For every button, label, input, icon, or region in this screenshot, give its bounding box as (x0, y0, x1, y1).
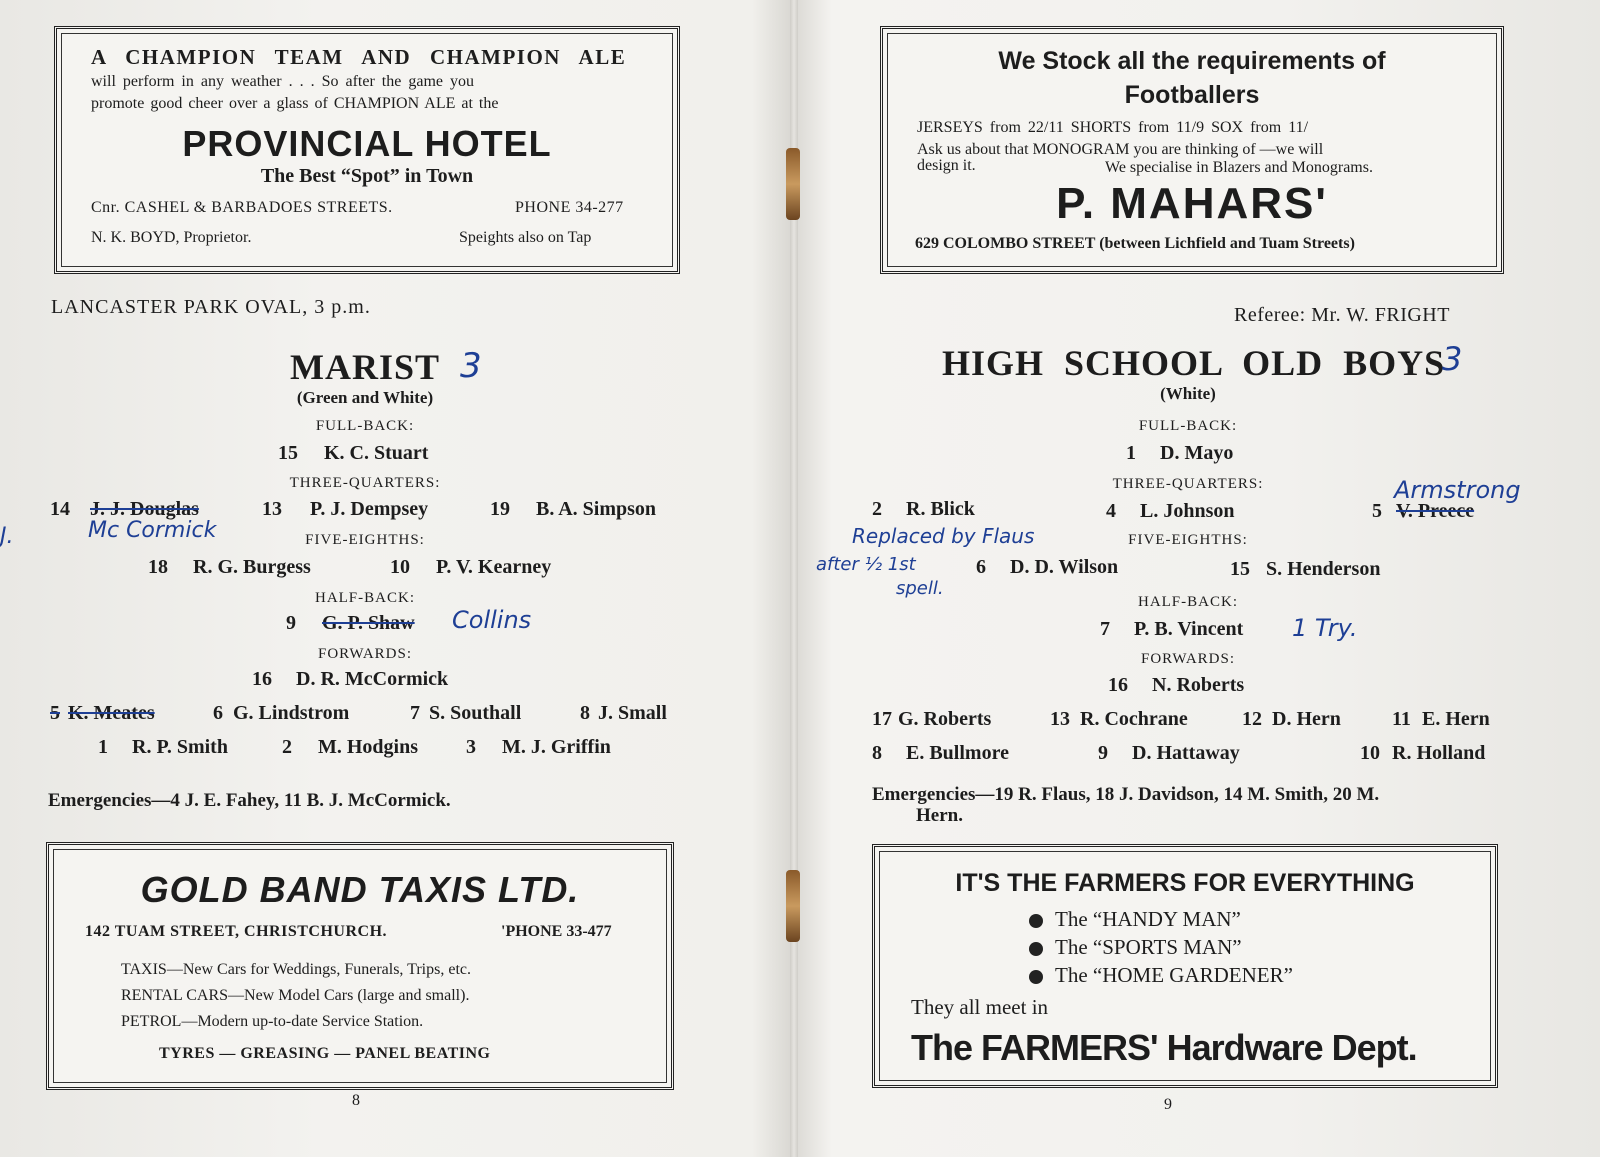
bullet-icon (1029, 942, 1043, 956)
hsob-fw1-name: N. Roberts (1152, 674, 1245, 696)
marist-fullback-num: 15 (278, 442, 298, 464)
hsob-fw2-num: 17 (872, 708, 892, 730)
marist-halfback-note: Collins (452, 606, 532, 634)
marist-fullback-name: K. C. Stuart (324, 442, 429, 464)
hsob-tq2-name: L. Johnson (1140, 500, 1235, 522)
hsob-emergencies-1: Emergencies—19 R. Flaus, 18 J. Davidson, 14 M. Smith, 20 M. (872, 784, 1380, 805)
marist-colours: (Green and White) (296, 388, 434, 407)
hotel-ad-line3: promote good cheer over a glass of CHAMPION ALE at the (91, 95, 499, 112)
taxi-line3: PETROL—Modern up-to-date Service Station. (121, 1013, 424, 1030)
hsob-tq3-num: 5 (1372, 500, 1382, 522)
hotel-ad-line1: A CHAMPION TEAM AND CHAMPION ALE (91, 45, 627, 69)
hsob-after-note-1: after ½ 1st (816, 554, 916, 575)
hsob-fw3-name: R. Cochrane (1080, 708, 1188, 730)
hsob-fw8-name: R. Holland (1392, 742, 1486, 764)
hsob-fw4-num: 12 (1242, 708, 1262, 730)
hsob-emergencies-2: Hern. (916, 805, 963, 826)
hsob-fw5-num: 11 (1392, 708, 1411, 730)
taxi-name: GOLD BAND TAXIS LTD. (140, 869, 580, 910)
marist-fiveeighths-heading: FIVE-EIGHTHS: (305, 532, 425, 548)
p-mahars-ad (880, 26, 1504, 274)
farmers-meet: They all meet in (911, 995, 1049, 1019)
team-name-hsob: HIGH SCHOOL OLD BOYS (942, 343, 1446, 383)
hotel-phone: PHONE 34-277 (515, 199, 624, 216)
marist-fw7-num: 2 (282, 736, 292, 758)
hsob-fullback-num: 1 (1126, 442, 1136, 464)
farmers-item-2 (1029, 935, 1242, 960)
marist-fullback-heading: FULL-BACK: (315, 418, 415, 434)
bullet-icon (1029, 970, 1043, 984)
hsob-fw3-num: 13 (1050, 708, 1070, 730)
farmers-name: The FARMERS' Hardware Dept. (911, 1027, 1417, 1068)
marist-fw6-name: R. P. Smith (132, 736, 228, 758)
hsob-halfback-num: 7 (1100, 618, 1110, 640)
team-name-marist: MARIST (289, 347, 441, 387)
marist-fw7-name: M. Hodgins (318, 736, 419, 758)
mahars-heading-1: We Stock all the requirements of (998, 47, 1386, 75)
hsob-fw7-num: 9 (1098, 742, 1108, 764)
marist-tq3-num: 19 (490, 498, 510, 520)
marist-fe1-num: 18 (148, 556, 168, 578)
venue-line: LANCASTER PARK OVAL, 3 p.m. (51, 296, 371, 318)
marist-fw8-name: M. J. Griffin (502, 736, 611, 758)
hsob-try-note: 1 Try. (1292, 614, 1358, 642)
farmers-item-1-text: The “HANDY MAN” (1055, 907, 1241, 931)
farmers-item-3 (1029, 963, 1293, 988)
hsob-threequarters-heading: THREE-QUARTERS: (1112, 476, 1264, 492)
provincial-hotel-ad (54, 26, 680, 274)
marist-tq2-num: 13 (262, 498, 282, 520)
page-number-left: 8 (352, 1092, 360, 1109)
hsob-score-note: 3 (1442, 340, 1463, 378)
hotel-address: Cnr. CASHEL & BARBADOES STREETS. (91, 199, 393, 216)
mahars-address: 629 COLOMBO STREET (between Lichfield and Tuam Streets) (915, 235, 1355, 252)
marist-fw2-num: 5 (50, 702, 60, 724)
hsob-fw8-num: 10 (1360, 742, 1380, 764)
marist-tq1-name: J. J. Douglas (90, 498, 199, 520)
bullet-icon (1029, 914, 1043, 928)
mahars-line1: Ask us about that MONOGRAM you are thinking of —we will (917, 141, 1324, 158)
hsob-tq1-name: R. Blick (906, 498, 975, 520)
hsob-fiveeighths-heading: FIVE-EIGHTHS: (1128, 532, 1248, 548)
right-page (798, 0, 1600, 1157)
hsob-colours: (White) (1160, 384, 1216, 403)
hsob-fw1-num: 16 (1108, 674, 1128, 696)
farmers-item-3-text: The “HOME GARDENER” (1055, 963, 1293, 987)
marist-fe1-name: R. G. Burgess (193, 556, 311, 578)
marist-fw4-name: S. Southall (429, 702, 522, 724)
hsob-fw2-name: G. Roberts (898, 708, 992, 730)
marist-score-note: 3 (460, 346, 482, 386)
mahars-name: P. MAHARS' (1056, 179, 1328, 228)
mahars-line2a: design it. (917, 157, 976, 174)
farmers-heading: IT'S THE FARMERS FOR EVERYTHING (955, 869, 1415, 897)
marist-fw5-name: J. Small (598, 702, 667, 724)
marist-halfback-heading: HALF-BACK: (314, 590, 415, 606)
marist-forwards-heading: FORWARDS: (317, 646, 413, 662)
marist-emergencies: Emergencies—4 J. E. Fahey, 11 B. J. McCormick. (48, 790, 451, 811)
hsob-fw6-num: 8 (872, 742, 882, 764)
marist-fe2-num: 10 (390, 556, 410, 578)
gold-band-taxis-ad (46, 842, 674, 1090)
taxi-line4: TYRES — GREASING — PANEL BEATING (159, 1045, 491, 1062)
hsob-fe1-num: 6 (976, 556, 986, 578)
marist-threequarters-heading: THREE-QUARTERS: (289, 475, 441, 491)
hsob-fw4-name: D. Hern (1272, 708, 1341, 730)
marist-fw1-name: D. R. McCormick (296, 668, 449, 690)
hsob-fe2-name: S. Henderson (1266, 558, 1381, 580)
page-number-right: 9 (1164, 1096, 1172, 1113)
hsob-fe2-num: 15 (1230, 558, 1250, 580)
marist-fw6-num: 1 (98, 736, 108, 758)
hotel-tagline: The Best “Spot” in Town (260, 165, 474, 187)
hsob-halfback-name: P. B. Vincent (1134, 618, 1244, 640)
hotel-proprietor: N. K. BOYD, Proprietor. (91, 229, 252, 246)
hsob-tq1-num: 2 (872, 498, 882, 520)
farmers-ad (872, 844, 1498, 1088)
left-page (0, 0, 790, 1157)
mahars-prices: JERSEYS from 22/11 SHORTS from 11/9 SOX from 11/ (917, 119, 1309, 136)
marist-fw4-num: 7 (410, 702, 420, 724)
taxi-line2: RENTAL CARS—New Model Cars (large and small). (121, 987, 470, 1004)
referee-line: Referee: Mr. W. FRIGHT (1234, 304, 1450, 326)
hsob-fw7-name: D. Hattaway (1132, 742, 1240, 764)
hsob-fullback-heading: FULL-BACK: (1138, 418, 1238, 434)
marist-replacement-note-name: Mc Cormick (88, 518, 217, 543)
marist-fw2-name: K. Meates (68, 702, 155, 724)
hotel-ad-line2: will perform in any weather . . . So after the game you (91, 73, 474, 90)
marist-fw3-name: G. Lindstrom (233, 702, 350, 724)
hsob-after-note-2: spell. (896, 578, 944, 599)
marist-fw1-num: 16 (252, 668, 272, 690)
marist-fw3-num: 6 (213, 702, 223, 724)
marist-tq1-num: 14 (50, 498, 70, 520)
marist-tq3-name: B. A. Simpson (536, 498, 657, 520)
taxi-phone: 'PHONE 33-477 (501, 923, 612, 940)
marist-halfback-name: G. P. Shaw (322, 612, 415, 634)
marist-replacement-note-initial: J. (0, 524, 14, 549)
hsob-fullback-name: D. Mayo (1160, 442, 1234, 464)
hotel-name: PROVINCIAL HOTEL (182, 123, 552, 164)
mahars-heading-2: Footballers (1124, 81, 1260, 109)
hsob-tq3-name: V. Preece (1396, 500, 1475, 522)
hsob-blick-note: Replaced by Flaus (852, 524, 1035, 548)
marist-fw5-num: 8 (580, 702, 590, 724)
hsob-tq2-num: 4 (1106, 500, 1116, 522)
hsob-fw5-name: E. Hern (1422, 708, 1490, 730)
hsob-wing-note: Armstrong (1394, 476, 1521, 504)
farmers-item-2-text: The “SPORTS MAN” (1055, 935, 1242, 959)
taxi-line1: TAXIS—New Cars for Weddings, Funerals, Trips, etc. (121, 961, 471, 978)
marist-halfback-num: 9 (286, 612, 296, 634)
hsob-fw6-name: E. Bullmore (906, 742, 1009, 764)
marist-fe2-name: P. V. Kearney (436, 556, 552, 578)
taxi-address: 142 TUAM STREET, CHRISTCHURCH. (85, 923, 388, 940)
farmers-item-1 (1029, 907, 1241, 932)
marist-fw8-num: 3 (466, 736, 476, 758)
marist-tq2-name: P. J. Dempsey (310, 498, 429, 520)
hsob-halfback-heading: HALF-BACK: (1137, 594, 1238, 610)
mahars-line2b: We specialise in Blazers and Monograms. (1105, 159, 1373, 176)
hsob-fe1-name: D. D. Wilson (1010, 556, 1119, 578)
hsob-forwards-heading: FORWARDS: (1140, 651, 1236, 667)
hotel-tap: Speights also on Tap (459, 229, 592, 246)
